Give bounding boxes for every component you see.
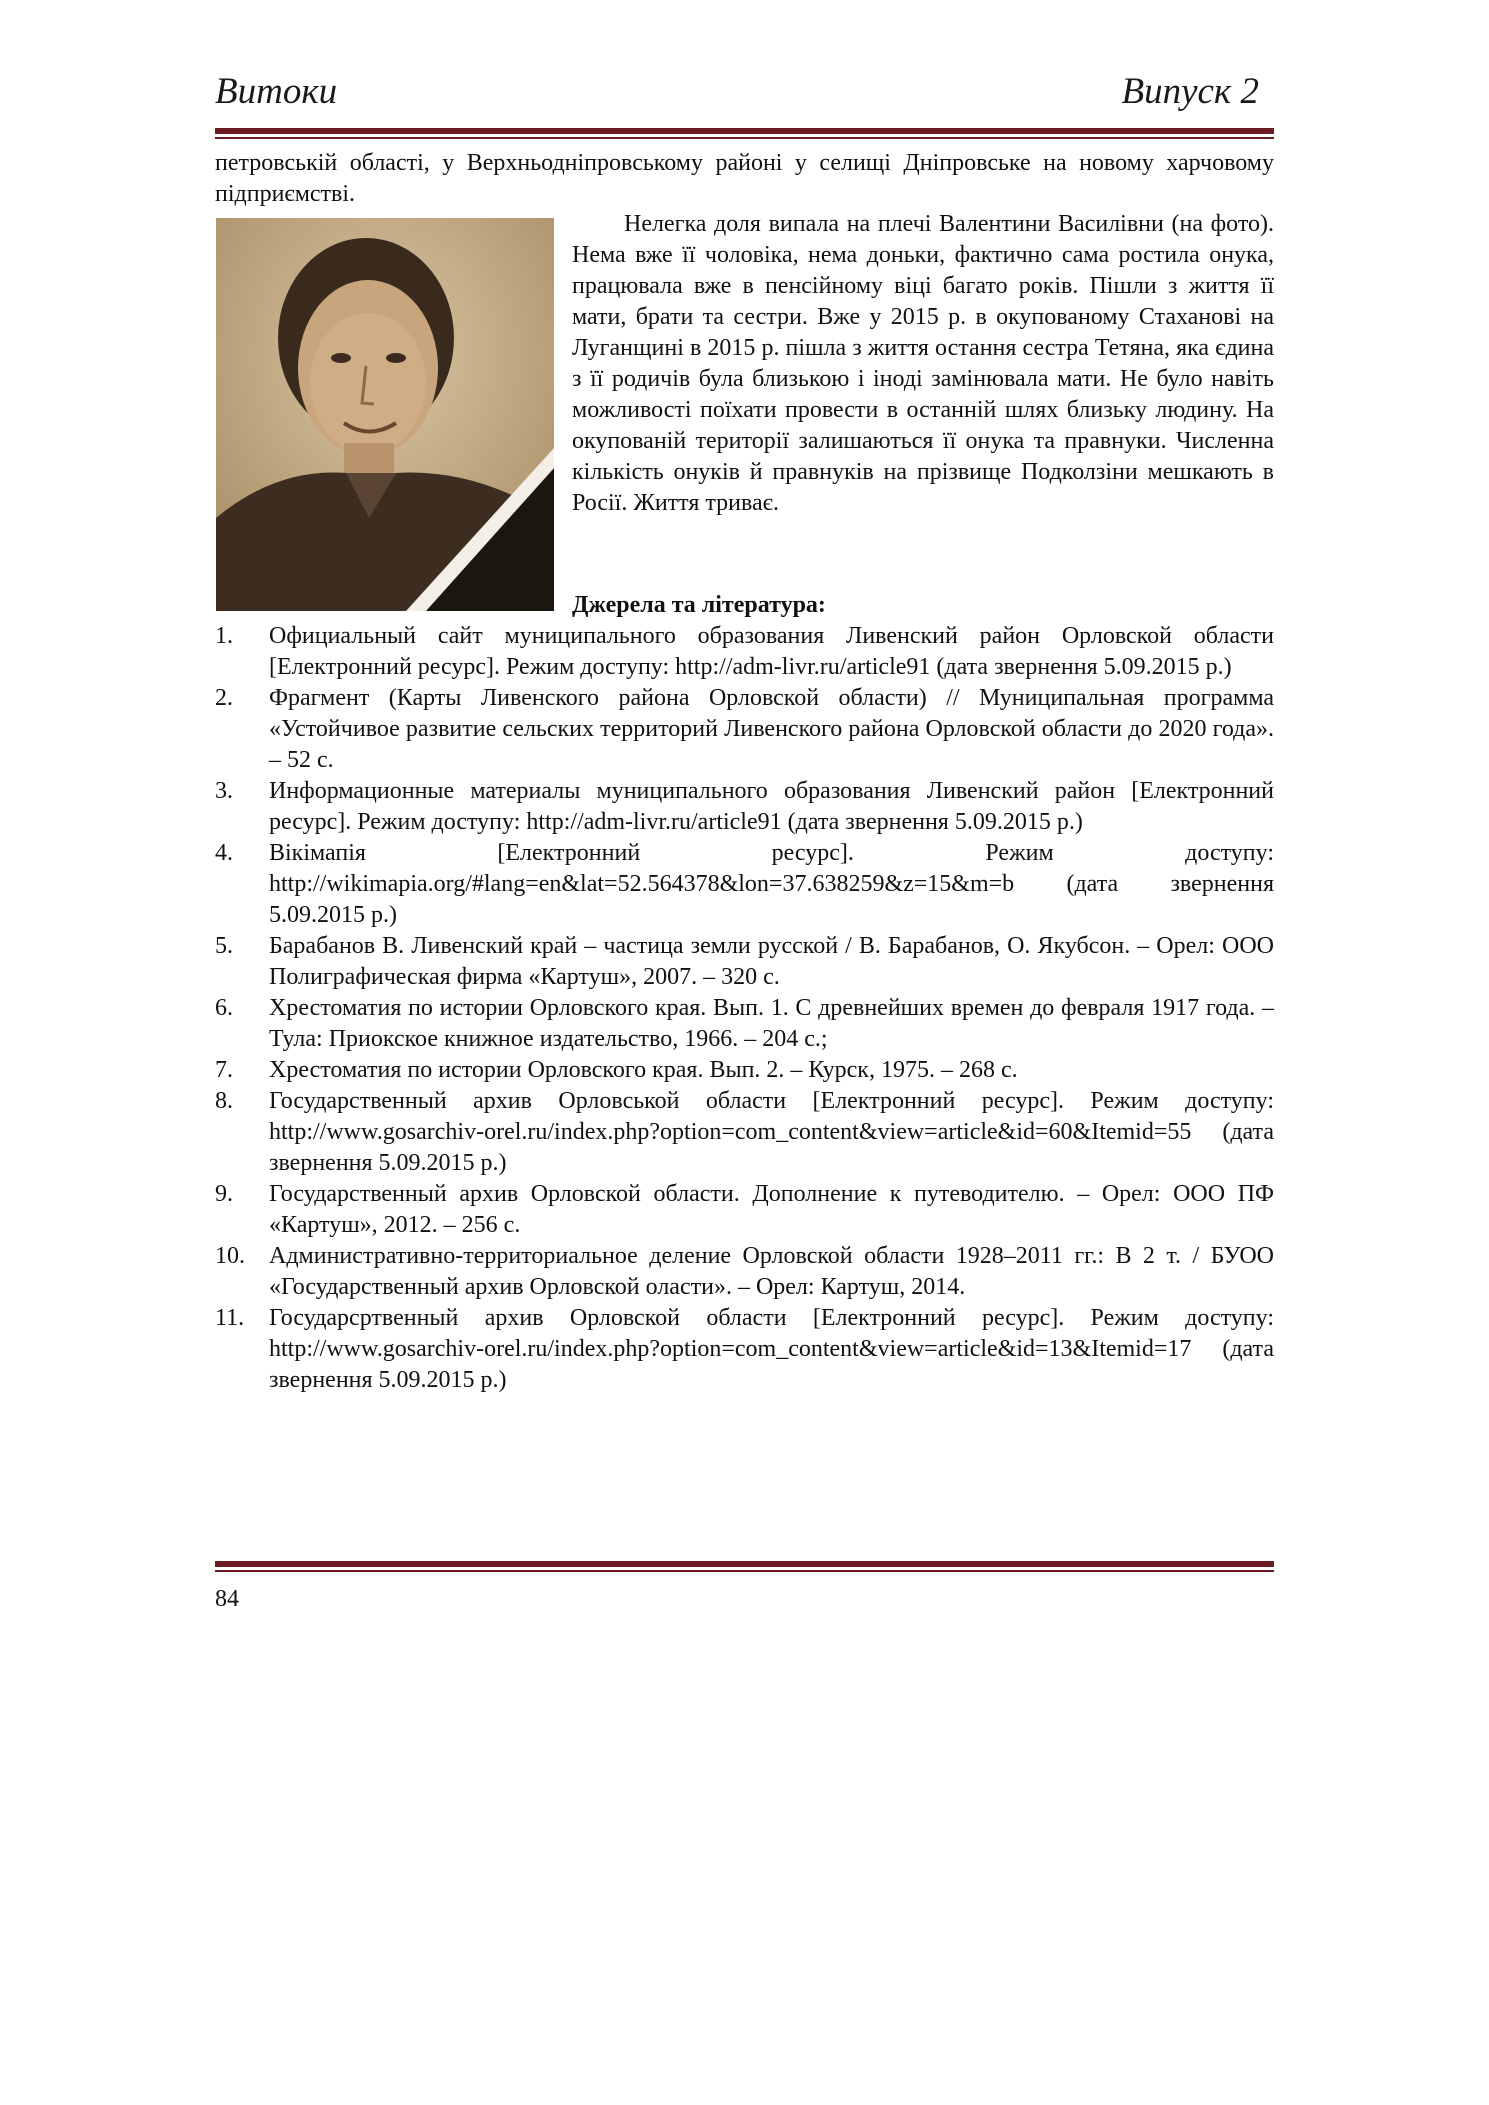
reference-text: Государсртвенный архив Орловской области [Електронний ресурс]. Режим доступу: http://www.gosarchiv-orel.ru/index.php?option=com_content&view=article&id=13&Itemid=17 (дата звернення 5.09.2015 р.): [269, 1305, 1274, 1393]
reference-text: Хрестоматия по истории Орловского края. Вып. 2. – Курск, 1975. – 268 с.: [269, 1057, 1018, 1083]
reference-item: [215, 683, 1274, 776]
issue-label: Випуск 2: [1121, 71, 1259, 112]
reference-item: [215, 931, 1274, 993]
reference-number: 5.: [215, 933, 233, 959]
reference-number: 7.: [215, 1057, 233, 1083]
references-heading: Джерела та література:: [572, 592, 826, 618]
reference-item: [215, 1086, 1274, 1179]
reference-item: [215, 621, 1274, 683]
reference-text: Вікімапія [Електронний ресурс]. Режим доступу: http://wikimapia.org/#lang=en&lat=52.564378&lon=37.638259&z=15&m=b (дата звернення 5.09.2015 р.): [269, 840, 1274, 928]
reference-text: Фрагмент (Карты Ливенского района Орловской области) // Муниципальная программа «Устойчивое развитие сельских территорий Ливенского района Орловской области до 2020 года». – 52 с.: [269, 685, 1274, 773]
bio-text: Нелегка доля випала на плечі Валентини Василівни (на фото). Нема вже її чоловіка, нема доньки, фактично сама ростила онука, працювала вже в пенсійному віці багато років. Пішли з життя її мати, брати та сестри. Вже у 2015 р. в окупованому Стаханові на Луганщині в 2015 р. пішла з життя остання сестра Тетяна, яка єдина з її родичів була близькою і іноді замінювала мати. Не було навіть можливості поїхати провести в останній шлях близьку людину. На окупованій території залишаються її онука та правнуки. Численна кількість онуків й правнуків на прізвище Подколзіни мешкають в Росії. Життя триває.: [572, 211, 1274, 516]
reference-number: 10.: [215, 1243, 245, 1269]
portrait-photo: [216, 218, 554, 611]
reference-text: Государственный архив Орловськой области [Електронний ресурс]. Режим доступу: http://www.gosarchiv-orel.ru/index.php?option=com_content&view=article&id=60&Itemid=55 (дата звернення 5.09.2015 р.): [269, 1088, 1274, 1176]
header-rule: [215, 128, 1274, 139]
bio-paragraph: [572, 209, 1274, 519]
reference-text: Государственный архив Орловской области. Дополнение к путеводителю. – Орел: ООО ПФ «Картуш», 2012. – 256 с.: [269, 1181, 1274, 1238]
reference-text: Информационные материалы муниципального образования Ливенский район [Електронний ресурс]. Режим доступу: http://adm-livr.ru/article91 (дата звернення 5.09.2015 р.): [269, 778, 1274, 835]
reference-number: 9.: [215, 1181, 233, 1207]
reference-item: [215, 1241, 1274, 1303]
reference-text: Барабанов В. Ливенский край – частица земли русской / В. Барабанов, О. Якубсон. – Орел: ООО Полиграфическая фирма «Картуш», 2007. – 320 с.: [269, 933, 1274, 990]
reference-number: 1.: [215, 623, 233, 649]
reference-item: [215, 993, 1274, 1055]
reference-item: [215, 1303, 1274, 1396]
reference-item: [215, 1179, 1274, 1241]
footer-rule: [215, 1561, 1274, 1572]
references-list: [215, 621, 1274, 1396]
reference-number: 4.: [215, 840, 233, 866]
reference-text: Административно-территориальное деление Орловской области 1928–2011 гг.: В 2 т. / БУОО «Государственный архив Орловской оласти». – Орел: Картуш, 2014.: [269, 1243, 1274, 1300]
reference-item: [215, 1055, 1274, 1086]
reference-number: 2.: [215, 685, 233, 711]
reference-text: Хрестоматия по истории Орловского края. Вып. 1. С древнейших времен до февраля 1917 года. – Тула: Приокское книжное издательство, 1966. – 204 с.;: [269, 995, 1274, 1052]
reference-text: Официальный сайт муниципального образования Ливенский район Орловской области [Електронний ресурс]. Режим доступу: http://adm-livr.ru/article91 (дата звернення 5.09.2015 р.): [269, 623, 1274, 680]
page-number: 84: [215, 1586, 239, 1612]
journal-title: Витоки: [215, 71, 338, 112]
reference-number: 6.: [215, 995, 233, 1021]
reference-item: [215, 838, 1274, 931]
reference-number: 3.: [215, 778, 233, 804]
reference-item: [215, 776, 1274, 838]
intro-paragraph: петровській області, у Верхньодніпровському районі у селищі Дніпровське на новому харчовому підприємстві.: [215, 150, 1274, 207]
reference-number: 11.: [215, 1305, 245, 1331]
reference-number: 8.: [215, 1088, 233, 1114]
